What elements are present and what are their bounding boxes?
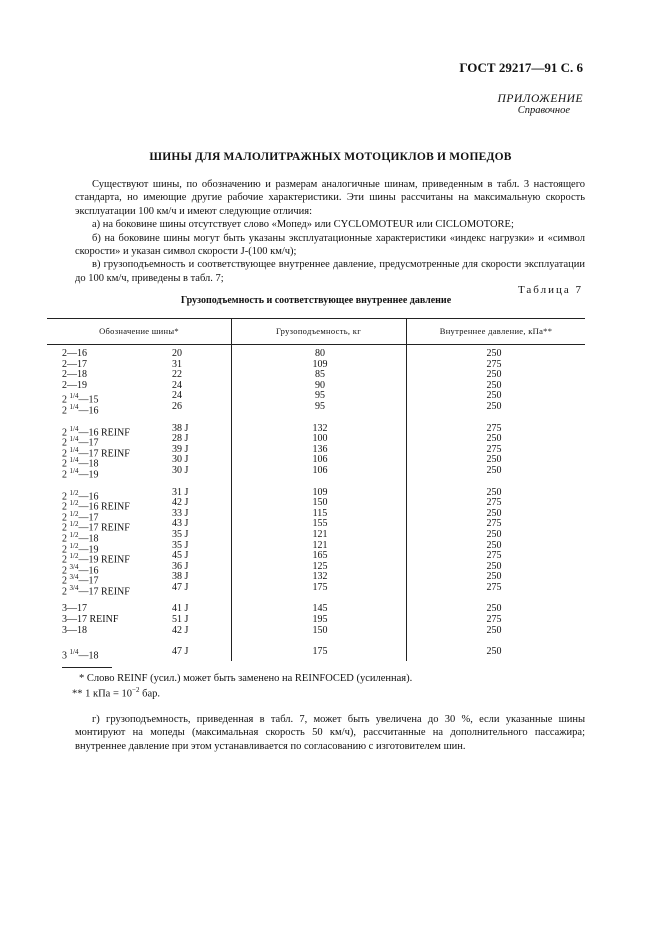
inflation-pressure: 250	[486, 400, 502, 412]
footnote-kpa	[72, 686, 160, 700]
designation-base: 2	[62, 426, 67, 438]
load-capacity: 132	[312, 422, 328, 434]
designation-suffix: —17	[78, 437, 99, 449]
table-row-group	[0, 604, 661, 636]
designation-fraction: 1/4	[69, 445, 79, 454]
load-capacity: 125	[312, 560, 328, 572]
designation-base: 2	[62, 405, 67, 417]
load-speed-index: 38 J	[172, 422, 189, 434]
designation-fraction: 1/4	[69, 424, 79, 433]
footnote-reinf: * Слово REINF (усил.) может быть заменено на REINFOCED (усиленная).	[79, 673, 413, 684]
load-speed-index: 43 J	[172, 518, 189, 530]
intro-item-b: б) на боковине шины могут быть указаны эксплуатационные характеристики «индекс нагрузки» и «символ скорости» и указан символ скорости J-(100 км/ч);	[75, 232, 585, 258]
designation-fraction: 3/4	[69, 573, 79, 582]
designation-base: 2	[62, 458, 67, 470]
footnote-kpa-prefix: ** 1 кПа = 10	[72, 688, 133, 700]
inflation-pressure: 275	[486, 518, 502, 530]
table-row-group	[0, 348, 661, 417]
load-capacity: 195	[312, 614, 328, 626]
load-speed-index: 20	[172, 348, 182, 359]
tire-designation	[62, 381, 87, 392]
inflation-pressure: 250	[486, 560, 502, 572]
designation-base: 2	[62, 512, 67, 524]
footnote-kpa-exponent: −2	[132, 686, 140, 694]
inflation-pressure: 250	[486, 433, 502, 445]
load-capacity: 106	[312, 464, 328, 476]
designation-suffix: —19	[78, 543, 99, 555]
load-capacity: 100	[312, 433, 328, 445]
load-capacity: 155	[312, 518, 328, 530]
load-speed-index: 47 J	[172, 581, 189, 593]
load-speed-index: 45 J	[172, 550, 189, 562]
load-capacity: 145	[312, 603, 328, 615]
designation-base: 2—17	[62, 358, 87, 370]
inflation-pressure: 250	[486, 528, 502, 540]
designation-base: 2	[62, 543, 67, 555]
table-row	[0, 370, 661, 381]
load-speed-index: 28 J	[172, 433, 189, 445]
inflation-pressure: 250	[486, 464, 502, 476]
load-speed-index: 22	[172, 369, 182, 381]
load-speed-index: 31 J	[172, 486, 189, 498]
load-speed-index: 26	[172, 400, 182, 412]
designation-base: 3—17 REINF	[62, 614, 119, 626]
load-capacity: 175	[312, 646, 328, 658]
load-capacity: 132	[312, 571, 328, 583]
designation-suffix: —16	[78, 565, 99, 577]
designation-base: 2	[62, 554, 67, 566]
table-row	[0, 349, 661, 360]
table-row-group	[0, 646, 661, 662]
designation-base: 2	[62, 565, 67, 577]
designation-base: 3—18	[62, 624, 87, 636]
load-capacity: 175	[312, 581, 328, 593]
load-capacity: 121	[312, 528, 328, 540]
designation-suffix: —18	[78, 458, 99, 470]
designation-base: 2—16	[62, 348, 87, 359]
designation-base: 3	[62, 650, 67, 662]
intro-item-a: а) на боковине шины отсутствует слово «Мопед» или CYCLOMOTEUR или CICLOMOTORE;	[92, 219, 514, 231]
designation-suffix: —18	[78, 650, 99, 662]
tire-designation	[62, 626, 87, 637]
load-speed-index: 30 J	[172, 464, 189, 476]
load-capacity: 95	[315, 400, 325, 412]
tire-designation	[62, 647, 98, 662]
load-speed-index: 42 J	[172, 497, 189, 509]
footnote-separator	[62, 667, 112, 668]
designation-base: 2—18	[62, 369, 87, 381]
load-capacity: 136	[312, 443, 328, 455]
designation-suffix: —16	[78, 405, 99, 417]
inflation-pressure: 275	[486, 358, 502, 370]
tire-designation	[62, 402, 98, 417]
designation-suffix: —15	[78, 394, 99, 406]
document-reference: ГОСТ 29217—91 С. 6	[459, 60, 583, 75]
designation-fraction: 1/2	[69, 499, 79, 508]
designation-base: 3—17	[62, 603, 87, 615]
designation-base: 2	[62, 490, 67, 502]
designation-base: 2—19	[62, 379, 87, 391]
designation-base: 2	[62, 522, 67, 534]
inflation-pressure: 275	[486, 550, 502, 562]
designation-suffix: —17 REINF	[78, 586, 130, 598]
load-capacity: 121	[312, 539, 328, 551]
designation-base: 2	[62, 586, 67, 598]
inflation-pressure: 250	[486, 348, 502, 359]
load-capacity: 150	[312, 624, 328, 636]
load-speed-index: 33 J	[172, 507, 189, 519]
designation-suffix: —19	[78, 469, 99, 481]
load-speed-index: 51 J	[172, 614, 189, 626]
table-caption: Грузоподъемность и соответствующее внутреннее давление	[180, 295, 452, 306]
load-capacity: 109	[312, 486, 328, 498]
designation-fraction: 1/4	[69, 456, 79, 465]
inflation-pressure: 250	[486, 369, 502, 381]
inflation-pressure: 250	[486, 624, 502, 636]
table-top-rule	[47, 318, 585, 319]
load-speed-index: 35 J	[172, 539, 189, 551]
intro-text	[75, 178, 585, 285]
inflation-pressure: 250	[486, 571, 502, 583]
designation-base: 2	[62, 437, 67, 449]
table-row	[0, 626, 661, 637]
load-capacity: 150	[312, 497, 328, 509]
inflation-pressure: 275	[486, 581, 502, 593]
load-capacity: 80	[315, 348, 325, 359]
load-capacity: 115	[312, 507, 328, 519]
inflation-pressure: 250	[486, 646, 502, 658]
load-capacity: 85	[315, 369, 325, 381]
closing-text	[75, 713, 585, 753]
designation-suffix: —19 REINF	[78, 554, 130, 566]
table-row	[0, 486, 661, 502]
designation-fraction: 1/2	[69, 488, 79, 497]
designation-fraction: 1/2	[69, 552, 79, 561]
inflation-pressure: 250	[486, 379, 502, 391]
designation-fraction: 1/4	[69, 466, 79, 475]
designation-base: 2	[62, 501, 67, 513]
designation-suffix: —16	[78, 490, 99, 502]
load-speed-index: 39 J	[172, 443, 189, 455]
load-speed-index: 24	[172, 390, 182, 402]
load-speed-index: 36 J	[172, 560, 189, 572]
designation-base: 2	[62, 575, 67, 587]
designation-fraction: 1/2	[69, 509, 79, 518]
designation-base: 2	[62, 533, 67, 545]
designation-fraction: 1/2	[69, 520, 79, 529]
inflation-pressure: 275	[486, 422, 502, 434]
column-header-designation: Обозначение шины*	[99, 326, 179, 336]
designation-suffix: —18	[78, 533, 99, 545]
table-row-group	[0, 422, 661, 481]
inflation-pressure: 275	[486, 497, 502, 509]
inflation-pressure: 250	[486, 390, 502, 402]
table-label: Таблица 7	[517, 284, 583, 296]
tire-designation	[62, 466, 98, 481]
intro-paragraph: Существуют шины, по обозначению и размерам аналогичные шинам, приведенным в табл. 3 настоящего стандарта, но имеющие другие рабочие характеристики. Эти шины рассчитаны на максимальную скорость эксплуатации 100 км/ч и имеют следующие отличия:	[75, 179, 585, 217]
table-row	[0, 422, 661, 438]
table-row-group	[0, 486, 661, 598]
footnote-kpa-suffix: бар.	[139, 688, 160, 700]
load-speed-index: 31	[172, 358, 182, 370]
inflation-pressure: 250	[486, 454, 502, 466]
inflation-pressure: 250	[486, 539, 502, 551]
load-speed-index: 47 J	[172, 646, 189, 658]
designation-fraction: 3/4	[69, 583, 79, 592]
load-capacity: 106	[312, 454, 328, 466]
load-speed-index: 41 J	[172, 603, 189, 615]
column-header-load: Грузоподъемность, кг	[276, 326, 361, 336]
table-row	[0, 615, 661, 626]
tire-designation	[62, 583, 130, 598]
appendix-type: Справочное	[517, 105, 570, 116]
inflation-pressure: 250	[486, 603, 502, 615]
load-speed-index: 30 J	[172, 454, 189, 466]
intro-item-c: в) грузоподъемность и соответствующее внутреннее давление, предусмотренные для скорости эксплуатации до 100 км/ч, приведены в табл. 7;	[75, 259, 585, 284]
section-title: ШИНЫ ДЛЯ МАЛОЛИТРАЖНЫХ МОТОЦИКЛОВ И МОПЕДОВ	[149, 151, 512, 163]
table-row	[0, 381, 661, 392]
closing-item-g: г) грузоподъемность, приведенная в табл. 7, может быть увеличена до 30 %, если указанные шины монтируют на мопеды (максимальная скорость 50 км/ч), рассчитанные на дополнительного пассажира; внутреннее давление при этом устанавливается по согласованию с изготовителем шин.	[75, 714, 585, 752]
load-capacity: 95	[315, 390, 325, 402]
designation-fraction: 1/4	[69, 402, 79, 411]
designation-suffix: —16 REINF	[78, 501, 130, 513]
designation-fraction: 3/4	[69, 562, 79, 571]
appendix-heading: ПРИЛОЖЕНИЕ	[497, 93, 583, 105]
load-capacity: 165	[312, 550, 328, 562]
designation-fraction: 1/4	[69, 392, 79, 401]
load-speed-index: 24	[172, 379, 182, 391]
designation-suffix: —16 REINF	[78, 426, 130, 438]
inflation-pressure: 250	[486, 486, 502, 498]
table-row	[0, 646, 661, 662]
inflation-pressure: 275	[486, 443, 502, 455]
column-header-pressure: Внутреннее давление, кПа**	[439, 326, 553, 336]
table-body	[0, 349, 661, 669]
designation-base: 2	[62, 469, 67, 481]
designation-suffix: —17 REINF	[78, 522, 130, 534]
designation-fraction: 1/4	[69, 648, 79, 657]
load-capacity: 90	[315, 379, 325, 391]
designation-suffix: —17	[78, 575, 99, 587]
load-speed-index: 35 J	[172, 528, 189, 540]
designation-base: 2	[62, 448, 67, 460]
designation-fraction: 1/4	[69, 435, 79, 444]
load-speed-index: 42 J	[172, 624, 189, 636]
table-row	[0, 360, 661, 371]
load-speed-index: 38 J	[172, 571, 189, 583]
designation-suffix: —17 REINF	[78, 448, 130, 460]
designation-base: 2	[62, 394, 67, 406]
load-capacity: 109	[312, 358, 328, 370]
table-header-rule	[47, 344, 585, 345]
table-row	[0, 581, 661, 598]
inflation-pressure: 250	[486, 507, 502, 519]
designation-suffix: —17	[78, 512, 99, 524]
inflation-pressure: 275	[486, 614, 502, 626]
designation-fraction: 1/2	[69, 541, 79, 550]
designation-fraction: 1/2	[69, 530, 79, 539]
